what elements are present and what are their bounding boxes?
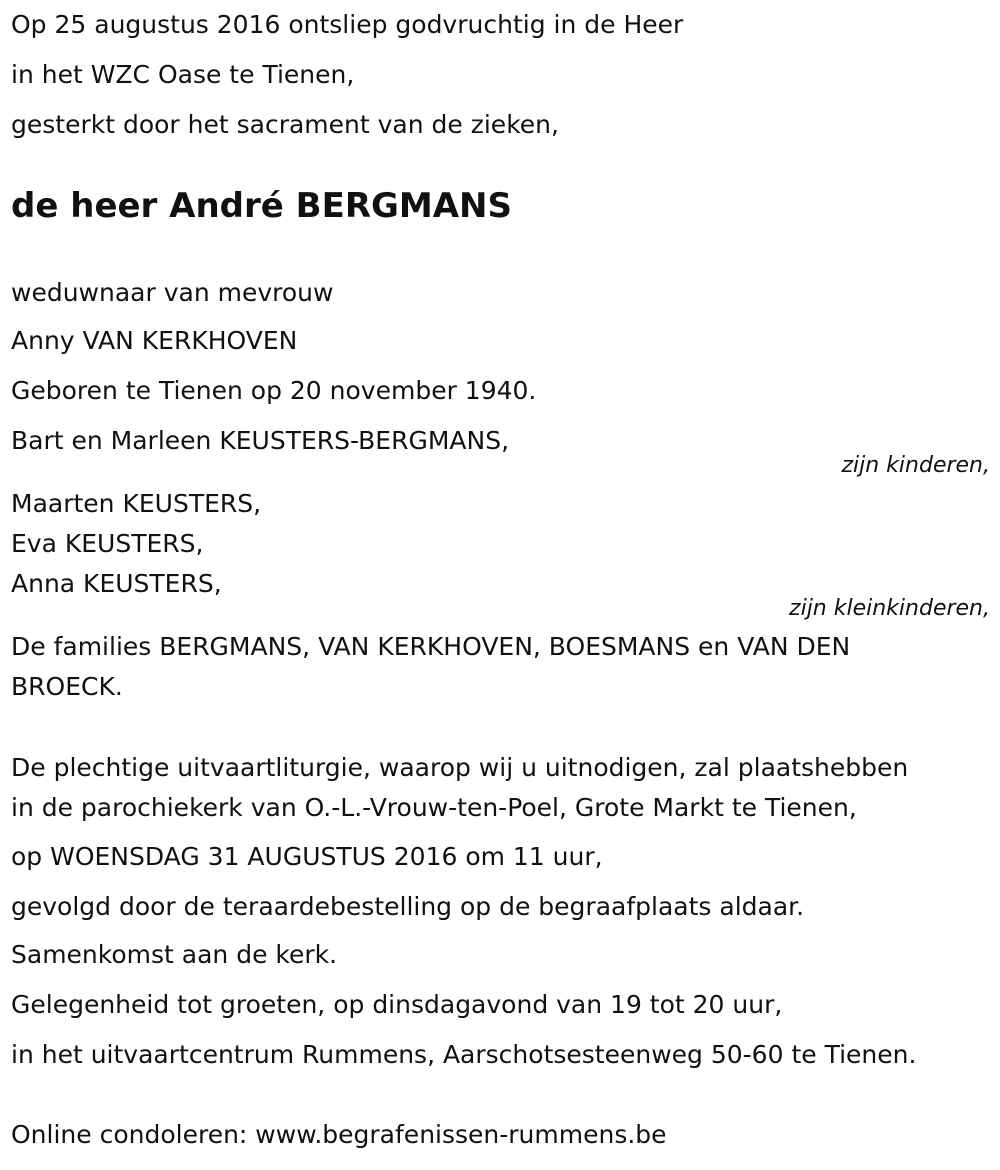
online-label: Online condoleren: bbox=[11, 1120, 256, 1149]
families-line: De families BERGMANS, VAN KERKHOVEN, BOESMANS en VAN DEN bbox=[11, 632, 851, 661]
widower-line: weduwnaar van mevrouw bbox=[11, 278, 334, 307]
deceased-name: de heer André BERGMANS bbox=[11, 186, 513, 226]
condolence-link[interactable]: www.begrafenissen-rummens.be bbox=[255, 1120, 667, 1149]
intro-line: in het WZC Oase te Tienen, bbox=[11, 60, 355, 89]
online-condolence bbox=[11, 1120, 667, 1150]
grandchild-name: Maarten KEUSTERS, bbox=[11, 489, 262, 518]
children-names: Bart en Marleen KEUSTERS-BERGMANS, bbox=[11, 426, 510, 455]
funeral-date: op WOENSDAG 31 AUGUSTUS 2016 om 11 uur, bbox=[11, 842, 603, 871]
intro-line: gesterkt door het sacrament van de zieken, bbox=[11, 110, 559, 139]
visitation-place: in het uitvaartcentrum Rummens, Aarschotsesteenweg 50-60 te Tienen. bbox=[11, 1040, 917, 1069]
funeral-line: De plechtige uitvaartliturgie, waarop wij u uitnodigen, zal plaatshebben bbox=[11, 753, 909, 782]
grandchildren-role: zijn kleinkinderen, bbox=[789, 596, 990, 621]
visitation-line: Gelegenheid tot groeten, op dinsdagavond van 19 tot 20 uur, bbox=[11, 990, 783, 1019]
funeral-line: in de parochiekerk van O.-L.-Vrouw-ten-Poel, Grote Markt te Tienen, bbox=[11, 793, 857, 822]
spouse-name: Anny VAN KERKHOVEN bbox=[11, 326, 298, 355]
grandchild-name: Anna KEUSTERS, bbox=[11, 569, 222, 598]
funeral-line: gevolgd door de teraardebestelling op de begraafplaats aldaar. bbox=[11, 892, 805, 921]
birth-line: Geboren te Tienen op 20 november 1940. bbox=[11, 376, 537, 405]
grandchild-name: Eva KEUSTERS, bbox=[11, 529, 204, 558]
gathering-line: Samenkomst aan de kerk. bbox=[11, 940, 338, 969]
families-line: BROECK. bbox=[11, 672, 123, 701]
children-role: zijn kinderen, bbox=[841, 453, 990, 478]
intro-line: Op 25 augustus 2016 ontsliep godvruchtig in de Heer bbox=[11, 10, 684, 39]
